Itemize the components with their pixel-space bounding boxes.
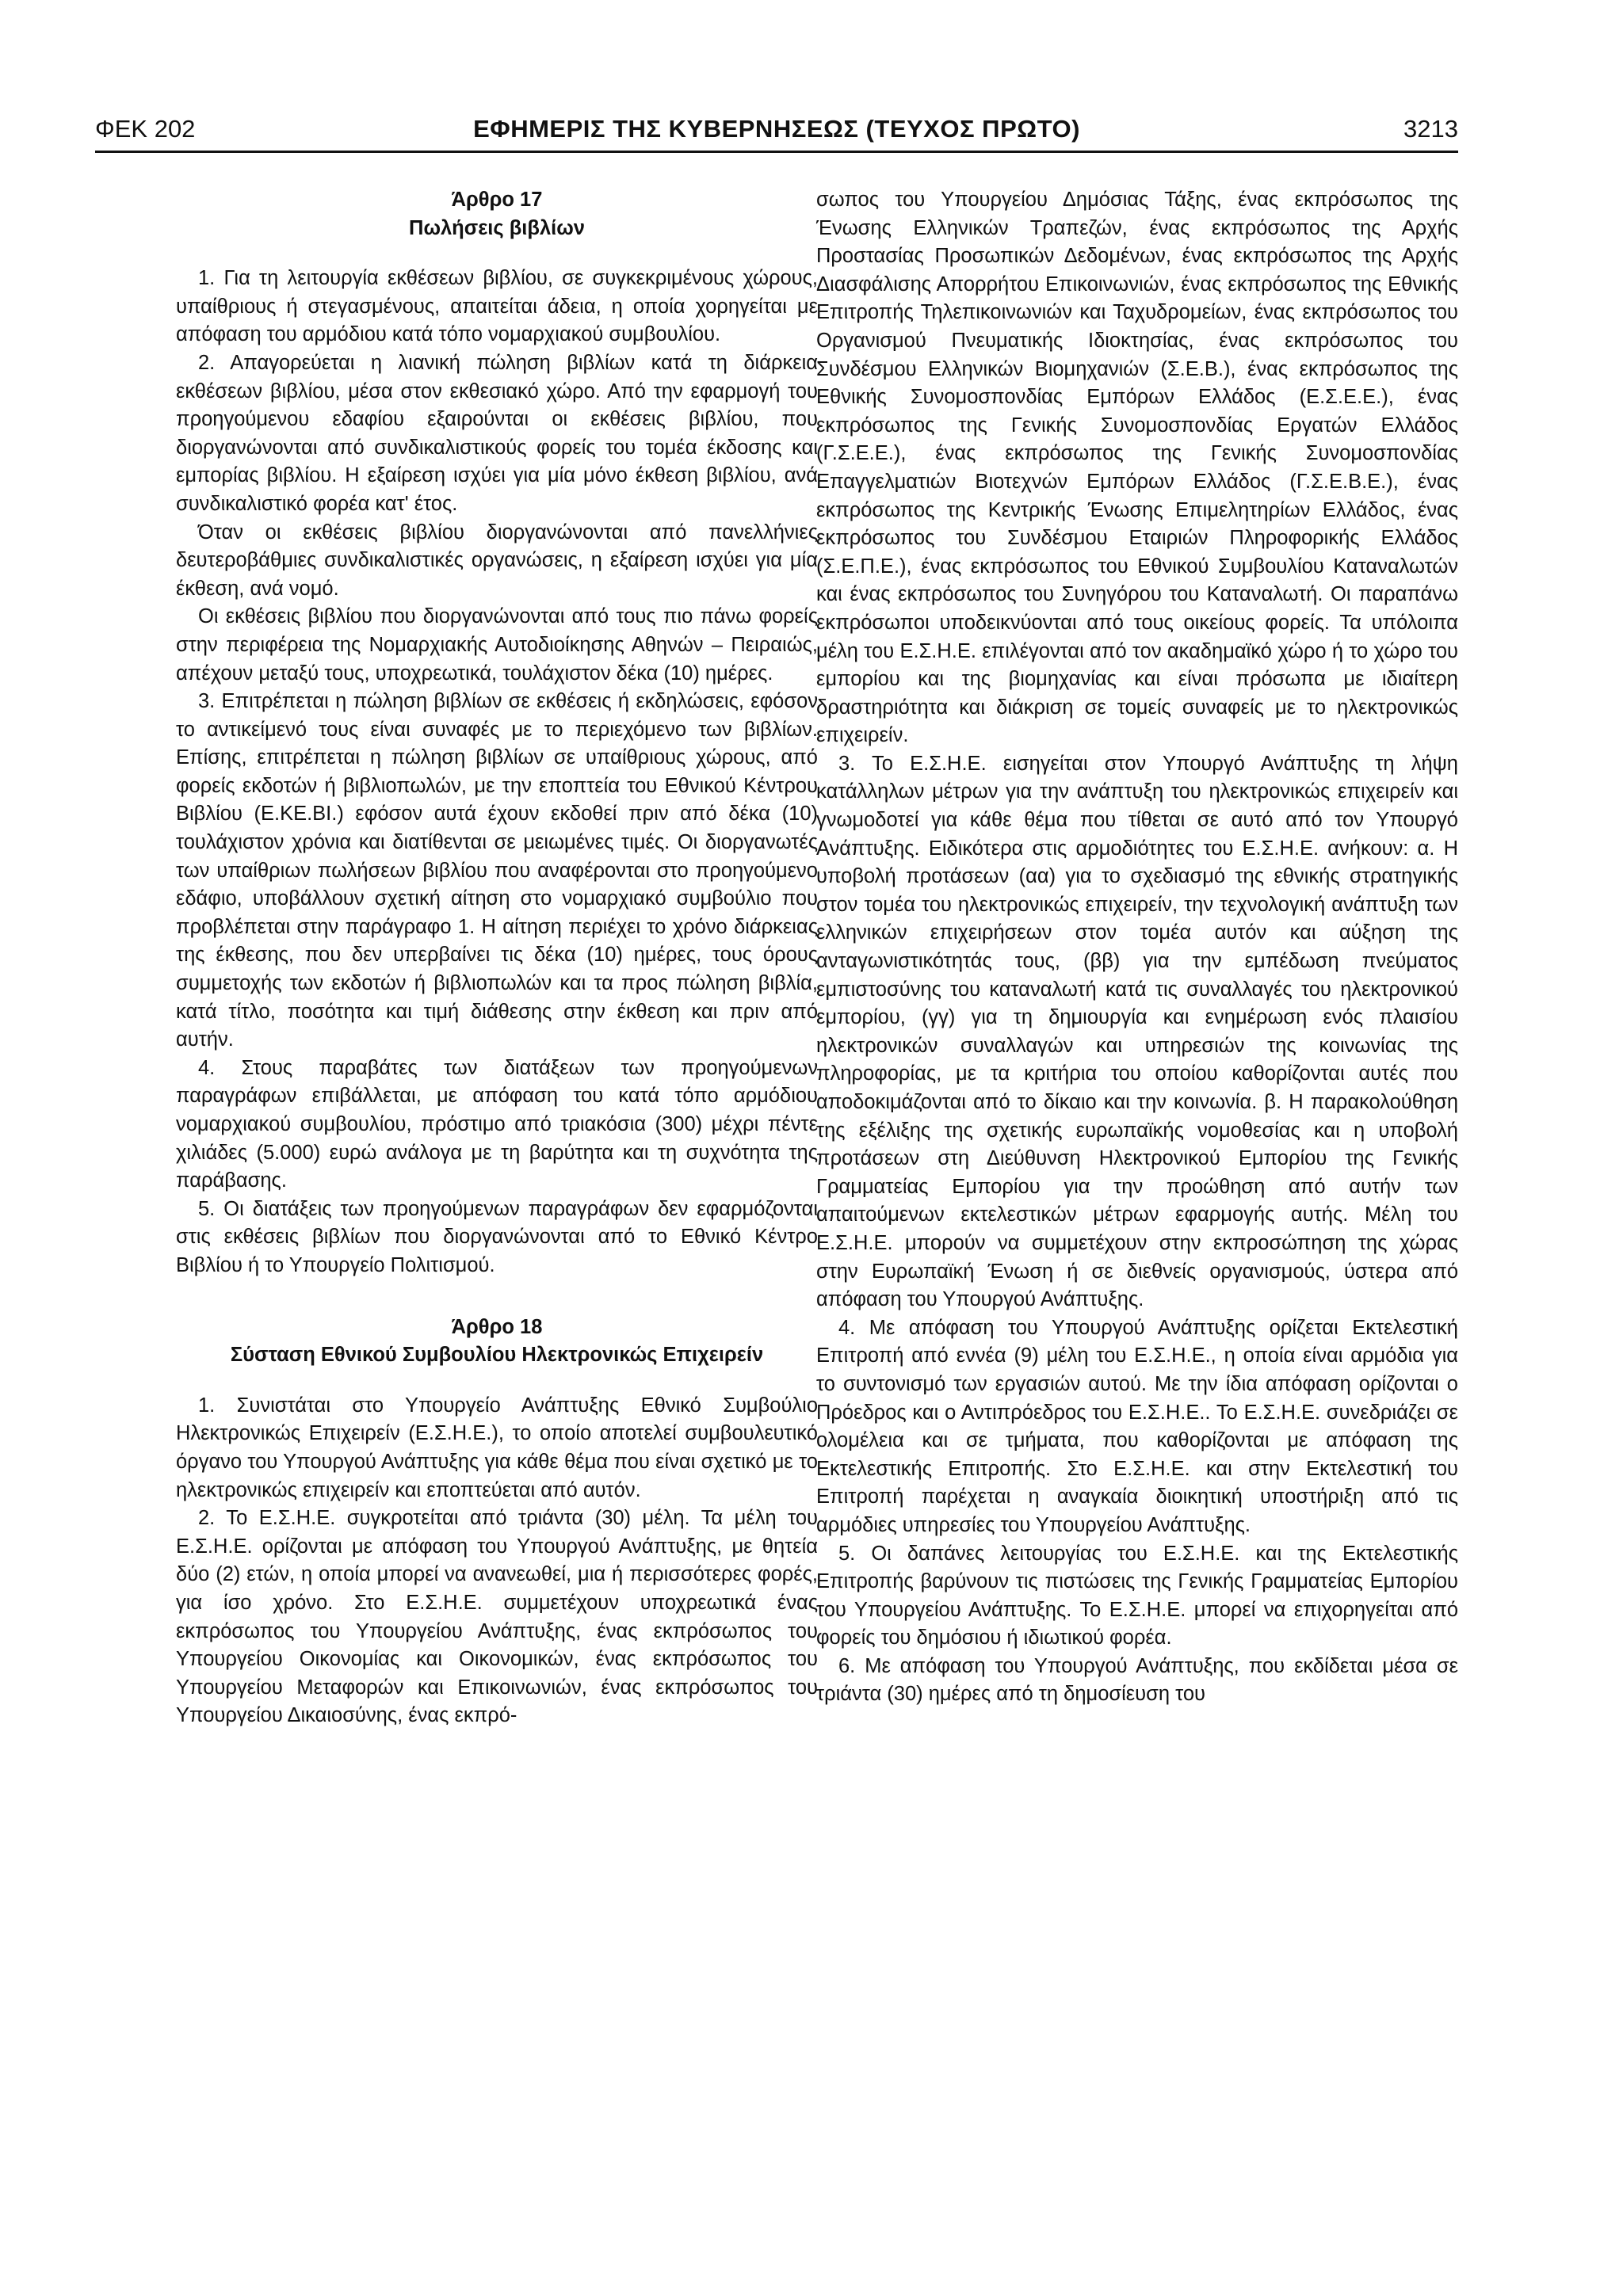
article-17-paragraph: Όταν οι εκθέσεις βιβλίου διοργανώνονται από πανελλήνιες δευτεροβάθμιες συνδικαλιστικές οργανώσεις, η εξαίρεση ισχύει για μία έκθεση, ανά νομό. xyxy=(176,521,818,600)
right-column xyxy=(816,186,1458,1709)
article-18-paragraph: 1. Συνιστάται στο Υπουργείο Ανάπτυξης Εθνικό Συμβούλιο Ηλεκτρονικώς Επιχειρείν (Ε.Σ.Η.Ε.), το οποίο αποτελεί συμβουλευτικό όργανο του Υπουργού Ανάπτυξης για κάθε θέμα που είναι σχετικό με το ηλεκτρονικώς επιχειρείν και εποπτεύεται από αυτόν. xyxy=(176,1394,818,1501)
article-17-paragraph: 4. Στους παραβάτες των διατάξεων των προηγούμενων παραγράφων επιβάλλεται, με απόφαση του κατά τόπο αρμόδιου νομαρχιακού συμβουλίου, πρόστιμο από τριακόσια (300) μέχρι πέντε χιλιάδες (5.000) ευρώ ανάλογα με τη βαρύτητα και τη συχνότητα της παράβασης. xyxy=(176,1056,818,1192)
article-18-continued-paragraph: σωπος του Υπουργείου Δημόσιας Τάξης, ένας εκπρόσωπος της Ένωσης Ελληνικών Τραπεζών, ένας εκπρόσωπος της Αρχής Προστασίας Προσωπικών Δεδομένων, ένας εκπρόσωπος της Αρχής Διασφάλισης Απορρήτου Επικοινωνιών, ένας εκπρόσωπος της Εθνικής Επιτροπής Τηλεπικοινωνιών και Ταχυδρομείων, ένας εκπρόσωπος του Οργανισμού Πνευματικής Ιδιοκτησίας, ένας εκπρόσωπος του Συνδέσμου Ελληνικών Βιομηχανιών (Σ.Ε.Β.), ένας εκπρόσωπος της Εθνικής Συνομοσπονδίας Εμπόρων Ελλάδος (Ε.Σ.Ε.Ε.), ένας εκπρόσωπος της Γενικής Συνομοσπονδίας Εργατών Ελλάδος (Γ.Σ.Ε.Ε.), ένας εκπρόσωπος της Γενικής Συνομοσπονδίας Επαγγελματιών Βιοτεχνών Εμπόρων Ελλάδος (Γ.Σ.Ε.Β.Ε.), ένας εκπρόσωπος της Κεντρικής Ένωσης Επιμελητηρίων Ελλάδος, ένας εκπρόσωπος του Συνδέσμου Εταιριών Πληροφορικής Ελλάδος (Σ.Ε.Π.Ε.), ένας εκπρόσωπος του Εθνικού Συμβουλίου Καταναλωτών και ένας εκπρόσωπος του Συνηγόρου του Καταναλωτή. Οι παραπάνω εκπρόσωποι υποδεικνύονται από τους οικείους φορείς. Τα υπόλοιπα μέλη του Ε.Σ.Η.Ε. επιλέγονται από τον ακαδημαϊκό χώρο ή το χώρο του εμπορίου και της βιομηχανίας και είναι πρόσωπα με ιδιαίτερη δραστηριότητα και διάκριση σε τομείς συναφείς με το ηλεκτρονικώς επιχειρείν. xyxy=(816,189,1458,747)
article-17-paragraph: Οι εκθέσεις βιβλίου που διοργανώνονται από τους πιο πάνω φορείς στην περιφέρεια της Νομαρχιακής Αυτοδιοίκησης Αθηνών – Πειραιώς, απέχουν μεταξύ τους, υποχρεωτικά, τουλάχιστον δέκα (10) ημέρες. xyxy=(176,605,818,685)
article-18-paragraph: 3. Το Ε.Σ.Η.Ε. εισηγείται στον Υπουργό Ανάπτυξης τη λήψη κατάλληλων μέτρων για την ανάπτυξη του ηλεκτρονικώς επιχειρείν και γνωμοδοτεί για κάθε θέμα που τίθεται σε αυτό από τον Υπουργό Ανάπτυξης. Ειδικότερα στις αρμοδιότητες του Ε.Σ.Η.Ε. ανήκουν: α. Η υποβολή προτάσεων (αα) για το σχεδιασμό της εθνικής στρατηγικής στον τομέα του ηλεκτρονικώς επιχειρείν, την τεχνολογική ανάπτυξη των ελληνικών επιχειρήσεων στον τομέα αυτόν και αύξηση της ανταγωνιστικότητάς τους, (ββ) για την εμπέδωση πνεύματος εμπιστοσύνης του καταναλωτή κατά τις συναλλαγές του ηλεκτρονικού εμπορίου, (γγ) για τη δημιουργία και ενημέρωση ενός πλαισίου ηλεκτρονικών συναλλαγών και υπηρεσιών της κοινωνίας της πληροφορίας, με τα κριτήρια του οποίου καθορίζονται αυτές που αποδοκιμάζονται από το δίκαιο και την κοινωνία. β. Η παρακολούθηση της εξέλιξης της σχετικής ευρωπαϊκής νομοθεσίας και η υποβολή προτάσεων στη Διεύθυνση Ηλεκτρονικού Εμπορίου της Γενικής Γραμματείας Εμπορίου για την προώθηση από αυτήν των απαιτούμενων εκτελεστικών μέτρων εφαρμογής αυτής. Μέλη του Ε.Σ.Η.Ε. μπορούν να συμμετέχουν στην εκπροσώπηση της χώρας στην Ευρωπαϊκή Ένωση ή σε διεθνείς οργανισμούς, ύστερα από απόφαση του Υπουργού Ανάπτυξης. xyxy=(816,752,1458,1311)
article-17-title: Πωλήσεις βιβλίων xyxy=(409,216,585,239)
article-17-paragraph: 5. Οι διατάξεις των προηγούμενων παραγράφων δεν εφαρμόζονται στις εκθέσεις βιβλίων που διοργανώνονται από το Εθνικό Κέντρο Βιβλίου ή το Υπουργείο Πολιτισμού. xyxy=(176,1197,818,1276)
article-18-paragraph: 5. Οι δαπάνες λειτουργίας του Ε.Σ.Η.Ε. και της Εκτελεστικής Επιτροπής βαρύνουν τις πιστώσεις της Γενικής Γραμματείας Εμπορίου του Υπουργείου Ανάπτυξης. Το Ε.Σ.Η.Ε. μπορεί να επιχορηγείται από φορείς του δημόσιου ή ιδιωτικού φορέα. xyxy=(816,1542,1458,1650)
article-17-paragraph: 2. Απαγορεύεται η λιανική πώληση βιβλίων κατά τη διάρκεια εκθέσεων βιβλίου, μέσα στον εκθεσιακό χώρο. Από την εφαρμογή του προηγούμενου εδαφίου εξαιρούνται οι εκθέσεις βιβλίου, που διοργανώνονται από συνδικαλιστικούς φορείς του τομέα έκδοσης και εμπορίας βιβλίου. Η εξαίρεση ισχύει για μία μόνο έκθεση βιβλίου, ανά συνδικαλιστικό φορέα κατ' έτος. xyxy=(176,351,818,515)
article-17-paragraph: 3. Επιτρέπεται η πώληση βιβλίων σε εκθέσεις ή εκδηλώσεις, εφόσον το αντικείμενό τους είναι συναφές με το περιεχόμενο των βιβλίων. Επίσης, επιτρέπεται η πώληση βιβλίων σε υπαίθριους χώρους, από φορείς εκδοτών ή βιβλιοπωλών, με την εποπτεία του Εθνικού Κέντρου Βιβλίου (Ε.ΚΕ.ΒΙ.) εφόσον αυτά έχουν εκδοθεί πριν από δέκα (10) τουλάχιστον χρόνια και διατίθενται σε μειωμένες τιμές. Οι διοργανωτές των υπαίθριων πωλήσεων βιβλίου που αναφέρονται στο προηγούμενο εδάφιο, υποβάλλουν σχετική αίτηση στο νομαρχιακό συμβούλιο που προβλέπεται στην παράγραφο 1. Η αίτηση περιέχει το χρόνο διάρκειας της έκθεσης, που δεν υπερβαίνει τις δέκα (10) ημέρες, τους όρους συμμετοχής των εκδοτών ή βιβλιοπωλών και τα προς πώληση βιβλία, κατά τίτλο, ποσότητα και τιμή διάθεσης στην έκθεση και πριν από αυτήν. xyxy=(176,690,818,1051)
header-rule xyxy=(95,151,1458,153)
page-number: 3213 xyxy=(1403,115,1458,143)
article-17-number: Άρθρο 17 xyxy=(451,189,543,211)
article-18-title: Σύσταση Εθνικού Συμβουλίου Ηλεκτρονικώς Επιχειρείν xyxy=(230,1344,764,1367)
article-18-paragraph: 2. Το Ε.Σ.Η.Ε. συγκροτείται από τριάντα (30) μέλη. Τα μέλη του Ε.Σ.Η.Ε. ορίζονται με απόφαση του Υπουργού Ανάπτυξης, με θητεία δύο (2) ετών, η οποία μπορεί να ανανεωθεί, μια ή περισσότερες φορές, για ίσο χρόνο. Στο Ε.Σ.Η.Ε. συμμετέχουν υποχρεωτικά ένας εκπρόσωπος του Υπουργείου Ανάπτυξης, ένας εκπρόσωπος του Υπουργείου Οικονομίας και Οικονομικών, ένας εκπρόσωπος του Υπουργείου Μεταφορών και Επικοινωνιών, ένας εκπρόσωπος του Υπουργείου Δικαιοσύνης, ένας εκπρό- xyxy=(176,1507,818,1727)
page-header xyxy=(95,111,1458,147)
article-18-paragraph: 6. Με απόφαση του Υπουργού Ανάπτυξης, που εκδίδεται μέσα σε τριάντα (30) ημέρες από τη δημοσίευση του xyxy=(816,1654,1458,1706)
gazette-title: ΕΦΗΜΕΡΙΣ ΤΗΣ ΚΥΒΕΡΝΗΣΕΩΣ (ΤΕΥΧΟΣ ΠΡΩΤΟ) xyxy=(473,115,1080,143)
article-18-number: Άρθρο 18 xyxy=(451,1315,543,1338)
article-17-paragraph: 1. Για τη λειτουργία εκθέσεων βιβλίου, σε συγκεκριμένους χώρους, υπαίθριους ή στεγασμένους, απαιτείται άδεια, η οποία χορηγείται με απόφαση του αρμόδιου κατά τόπο νομαρχιακού συμβουλίου. xyxy=(176,267,818,346)
left-column xyxy=(176,186,818,1730)
article-18-paragraph: 4. Με απόφαση του Υπουργού Ανάπτυξης ορίζεται Εκτελεστική Επιτροπή από εννέα (9) μέλη του Ε.Σ.Η.Ε., η οποία είναι αρμόδια για το συντονισμό των εργασιών αυτού. Με την ίδια απόφαση ορίζονται ο Πρόεδρος και ο Αντιπρόεδρος του Ε.Σ.Η.Ε.. Το Ε.Σ.Η.Ε. συνεδριάζει σε ολομέλεια και σε τμήματα, που καθορίζονται με απόφαση της Εκτελεστικής Επιτροπής. Στο Ε.Σ.Η.Ε. και στην Εκτελεστική του Επιτροπή παρέχεται η αναγκαία διοικητική υποστήριξη από τις αρμόδιες υπηρεσίες του Υπουργείου Ανάπτυξης. xyxy=(816,1316,1458,1536)
issue-number: ΦΕΚ 202 xyxy=(95,115,196,143)
